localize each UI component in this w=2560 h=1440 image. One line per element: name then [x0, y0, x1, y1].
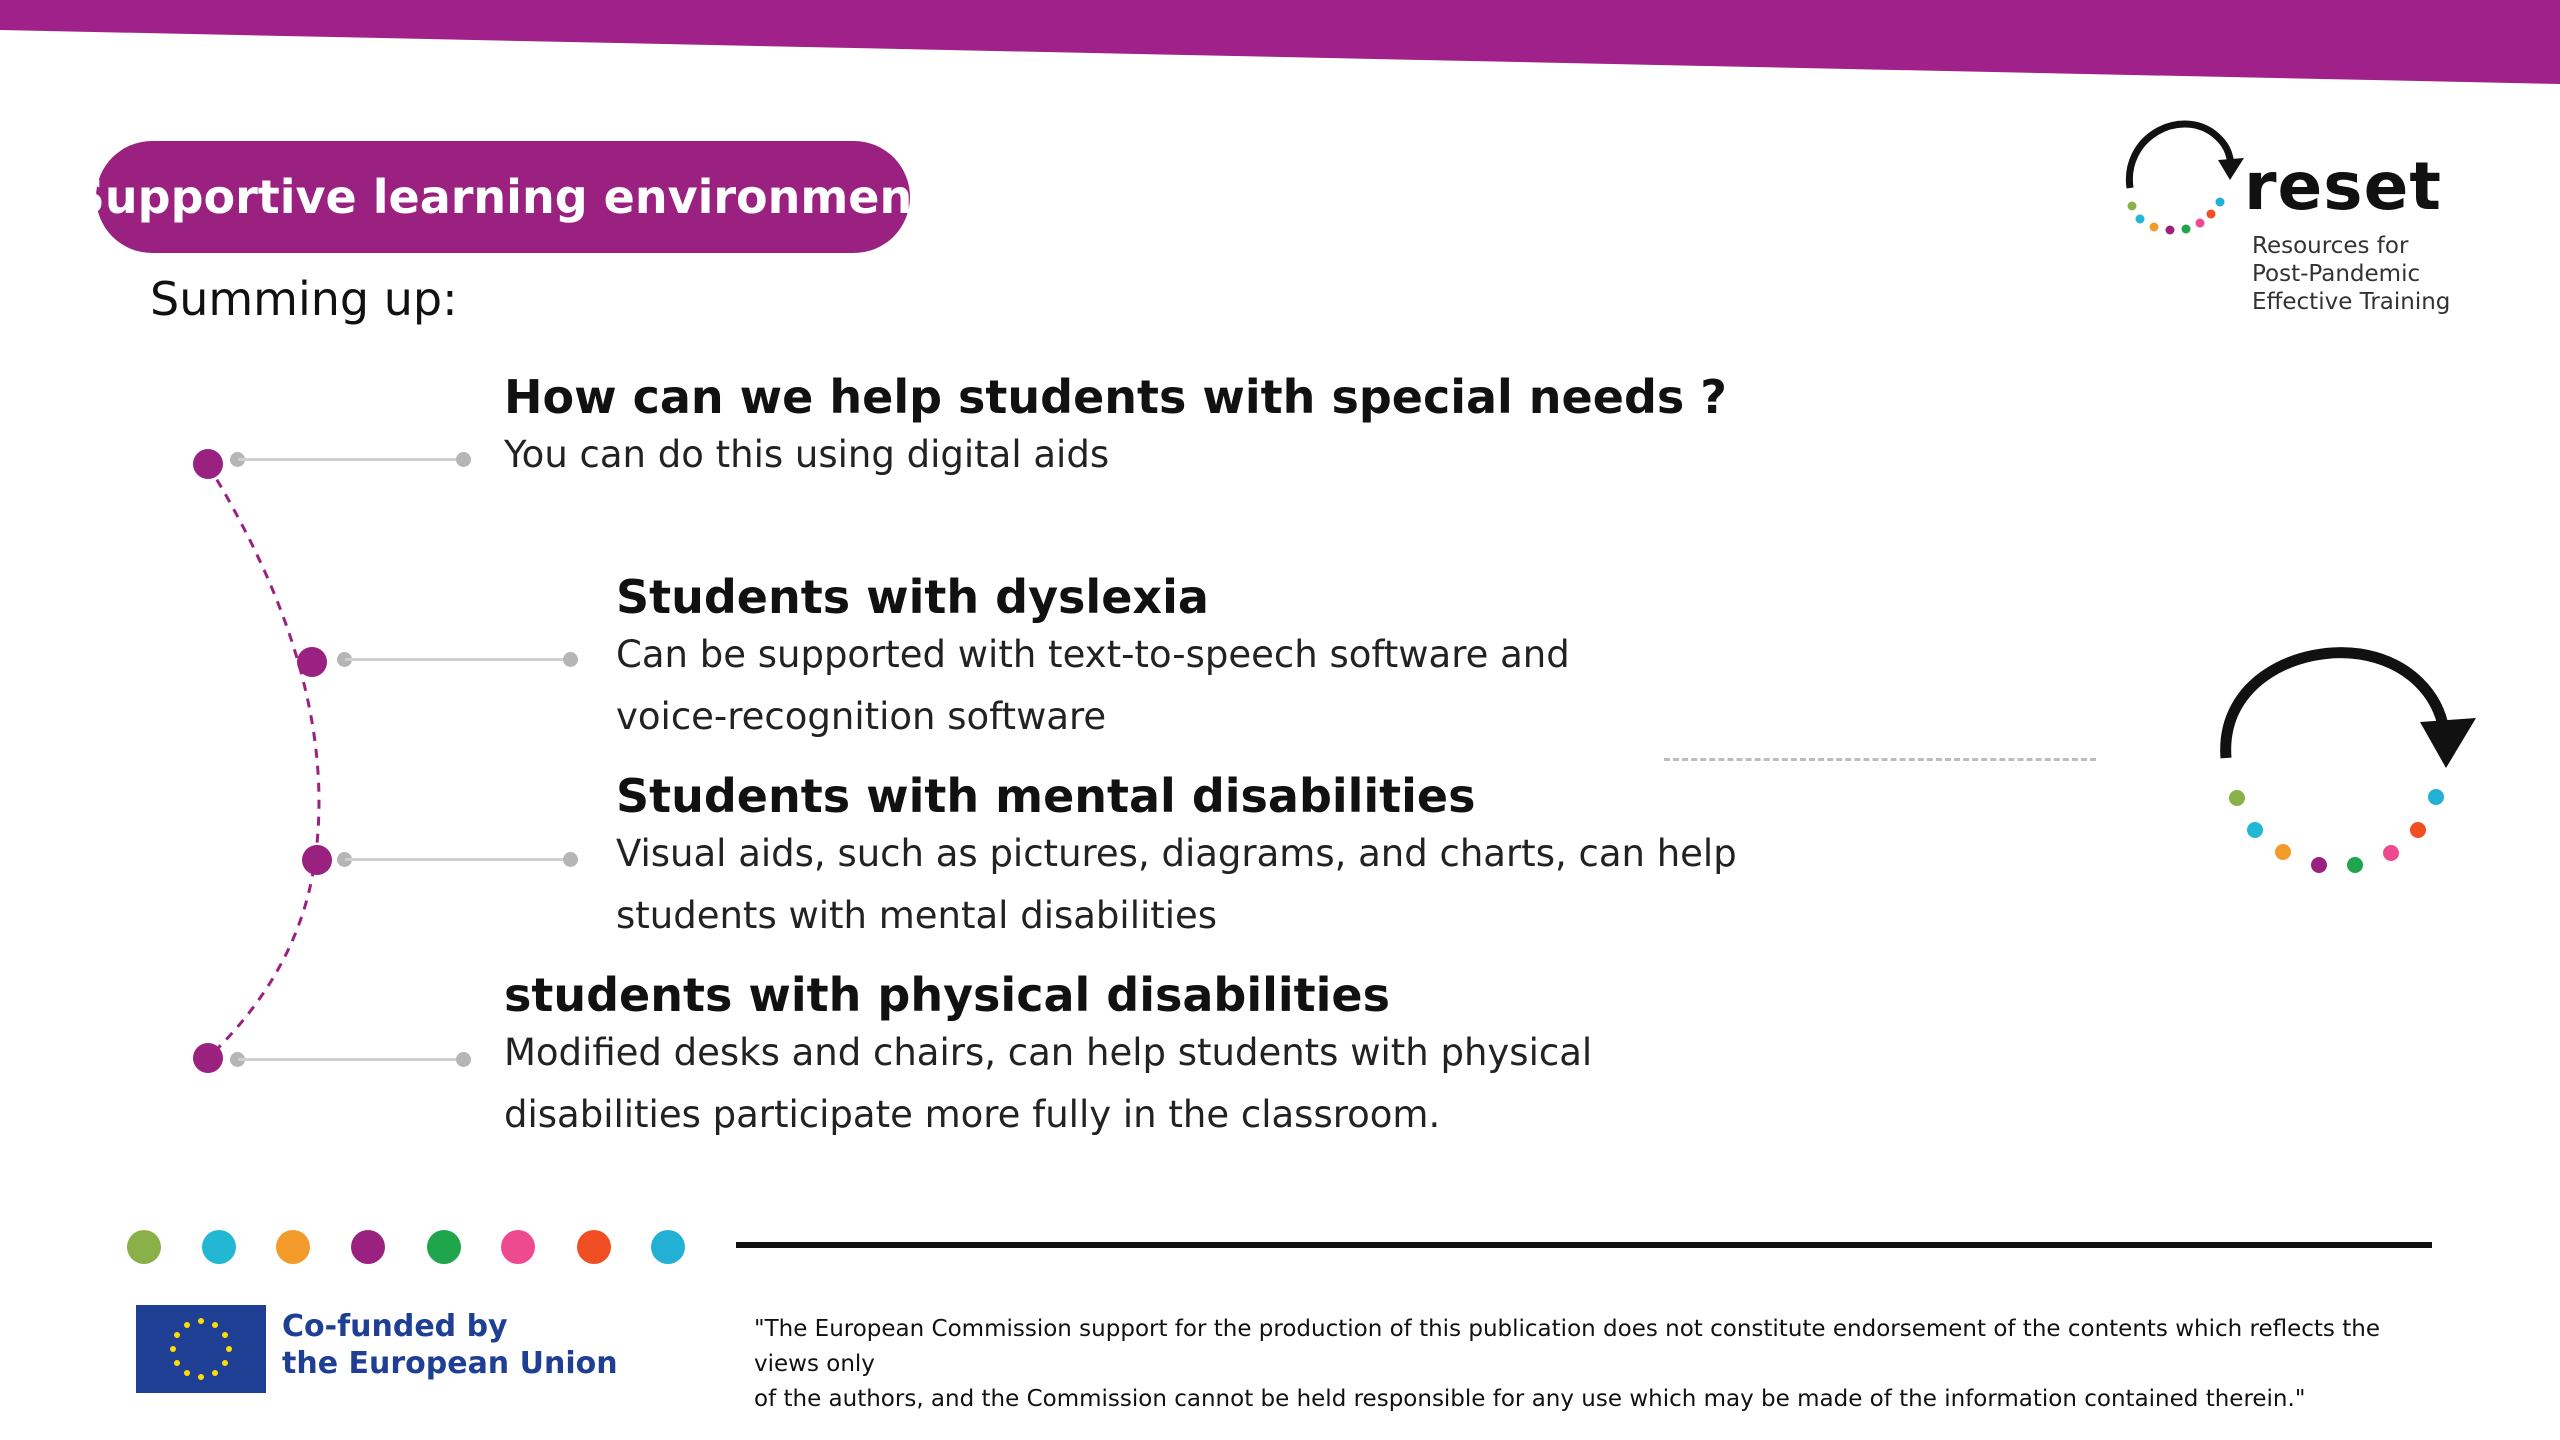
- section-title-pill: [71, 141, 935, 253]
- cycle-dot: [2428, 789, 2444, 805]
- item-heading: Students with dyslexia: [616, 570, 1209, 624]
- flag-star: [198, 1318, 204, 1324]
- flag-star: [222, 1360, 228, 1366]
- logo-dot: [2196, 219, 2205, 228]
- footer-divider: [736, 1242, 2432, 1248]
- eu-cofunded-text: Co-funded by the European Union: [282, 1309, 618, 1381]
- timeline-node-4: [193, 1043, 223, 1073]
- item-1: [504, 370, 1727, 486]
- dashed-divider: [1664, 758, 2096, 761]
- timeline-curve: [150, 440, 370, 1080]
- logo-arc: [2129, 124, 2231, 188]
- timeline-dashed-path: [208, 465, 319, 1058]
- item-line: Modified desks and chairs, can help students with physical: [504, 1031, 1593, 1074]
- timeline-node-2: [297, 647, 327, 677]
- footer-dot: [651, 1230, 685, 1264]
- connector-end-dot: [456, 452, 471, 467]
- connector-line: [238, 1058, 464, 1061]
- top-banner: [0, 0, 2560, 90]
- logo-dot: [2150, 223, 2159, 232]
- item-line: students with mental disabilities: [616, 894, 1218, 937]
- item-heading: Students with mental disabilities: [616, 769, 1476, 823]
- footer-dot: [427, 1230, 461, 1264]
- disclaimer: [754, 1312, 2434, 1417]
- flag-star: [174, 1332, 180, 1338]
- reset-cycle-icon: [2210, 640, 2490, 890]
- reset-logo-arrow-icon: [2118, 108, 2258, 238]
- connector-end-dot: [563, 852, 578, 867]
- connector-end-dot: [456, 1052, 471, 1067]
- cycle-dot: [2383, 845, 2399, 861]
- flag-star: [226, 1346, 232, 1352]
- logo-arrowhead: [2218, 158, 2244, 180]
- flag-star: [198, 1374, 204, 1380]
- footer-dot: [276, 1230, 310, 1264]
- timeline-node-3: [302, 845, 332, 875]
- cycle-dot: [2347, 857, 2363, 873]
- footer-dot: [202, 1230, 236, 1264]
- item-3: [616, 769, 1737, 947]
- cycle-dot: [2247, 822, 2263, 838]
- flag-star: [212, 1322, 218, 1328]
- section-title: Supportive learning environment: [71, 170, 935, 224]
- flag-star: [222, 1332, 228, 1338]
- disclaimer-line: "The European Commission support for the production of this publication does not constitute endorsement of the contents which reflects the views only: [754, 1316, 2380, 1377]
- footer-dot: [501, 1230, 535, 1264]
- disclaimer-line: of the authors, and the Commission cannot be held responsible for any use which may be made of the information contained therein.": [754, 1386, 2306, 1412]
- logo-dot: [2128, 202, 2137, 211]
- item-2: [616, 570, 1570, 748]
- footer-dot: [127, 1230, 161, 1264]
- cycle-dot: [2410, 822, 2426, 838]
- cycle-dot: [2275, 844, 2291, 860]
- flag-star: [170, 1346, 176, 1352]
- logo-dot: [2136, 215, 2145, 224]
- footer-dot: [577, 1230, 611, 1264]
- item-line: Visual aids, such as pictures, diagrams, and charts, can help: [616, 832, 1737, 875]
- logo-wordmark: reset: [2244, 148, 2442, 225]
- logo-dot: [2207, 210, 2216, 219]
- connector-line: [238, 458, 464, 461]
- cycle-dot: [2229, 790, 2245, 806]
- item-line: voice-recognition software: [616, 695, 1107, 738]
- flag-star: [184, 1322, 190, 1328]
- cycle-dot: [2311, 857, 2327, 873]
- logo-dot: [2166, 226, 2175, 235]
- timeline-node-1: [193, 449, 223, 479]
- item-line: You can do this using digital aids: [504, 433, 1110, 476]
- top-banner-shape: [0, 0, 2560, 84]
- logo-tagline: Resources for Post-Pandemic Effective Training: [2252, 233, 2451, 315]
- logo-dot: [2182, 225, 2191, 234]
- flag-star: [212, 1370, 218, 1376]
- item-line: Can be supported with text-to-speech software and: [616, 633, 1570, 676]
- connector-line: [345, 658, 571, 661]
- connector-end-dot: [563, 652, 578, 667]
- cycle-arc: [2226, 653, 2444, 758]
- logo-dot: [2216, 198, 2225, 207]
- flag-star: [184, 1370, 190, 1376]
- flag-star: [174, 1360, 180, 1366]
- item-4: [504, 968, 1592, 1146]
- connector-line: [345, 858, 571, 861]
- cycle-arrowhead: [2420, 718, 2476, 768]
- eu-flag-icon: [136, 1305, 266, 1393]
- item-line: disabilities participate more fully in the classroom.: [504, 1093, 1441, 1136]
- footer-dot: [351, 1230, 385, 1264]
- item-heading: How can we help students with special needs ?: [504, 370, 1727, 424]
- item-heading: students with physical disabilities: [504, 968, 1390, 1022]
- intro-text: Summing up:: [150, 272, 458, 326]
